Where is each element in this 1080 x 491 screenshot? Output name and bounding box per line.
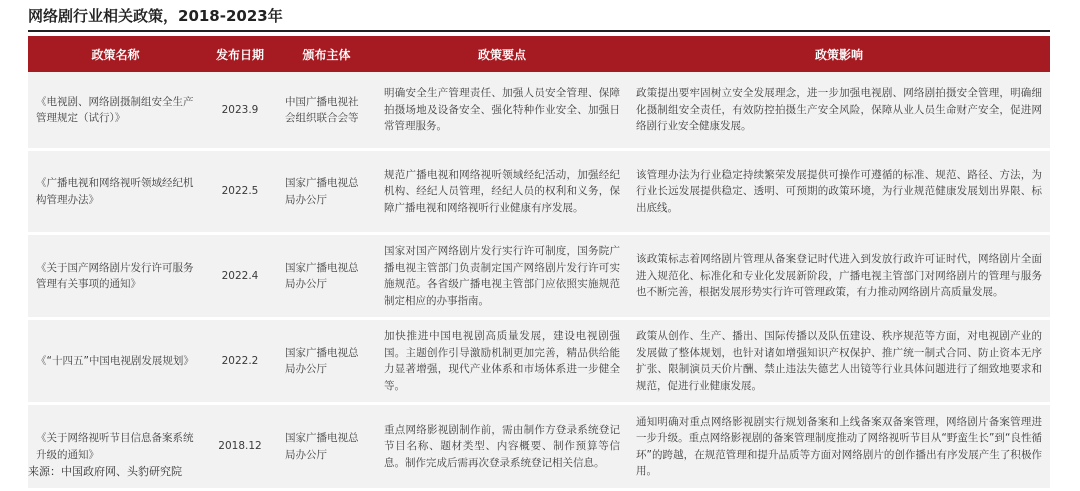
header-policy-name: 政策名称 (28, 36, 203, 72)
key-points-cell: 加快推进中国电视剧高质量发展，建设电视剧强国。主题创作引导激励机制更加完善，精品供给能力显著增强，现代产业体系和市场体系进一步健全等。 (376, 319, 628, 404)
policy-table (28, 36, 1050, 491)
page-title: 网络剧行业相关政策，2018-2023年 (28, 7, 283, 25)
impact-cell: 政策从创作、生产、播出、国际传播以及队伍建设、秩序规范等方面，对电视剧产业的发展做了整体规划，也针对诸如增强知识产权保护、推广统一制式合同、防止资本无序扩张、限制演员天价片酬、禁止违法失德艺人出镜等行业具体问题进行了细致地要求和规范，促进行业健康发展。 (628, 319, 1050, 404)
issuer-cell: 国家广播电视总局办公厅 (277, 319, 376, 404)
impact-cell: 该政策标志着网络剧片管理从备案登记时代进入到发放行政许可证时代，网络剧片全面进入规范化、标准化和专业化发展新阶段，广播电视主管部门对网络剧片的管理与服务也不断完善，根据发展形势实行许可管理政策，有力推动网络剧片高质量发展。 (628, 234, 1050, 319)
policy-name-cell: 《电视剧、网络剧摄制组安全生产管理规定（试行）》 (28, 72, 203, 150)
issuer-cell: 国家广播电视总局办公厅 (277, 234, 376, 319)
table-header-row (28, 36, 1050, 72)
table-row (28, 319, 1050, 404)
header-release-date: 发布日期 (203, 36, 277, 72)
release-date-cell: 2023.9 (203, 72, 277, 150)
issuer-cell: 中国广播电视社会组织联合会等 (277, 72, 376, 150)
release-date-cell: 2018.12 (203, 404, 277, 490)
policy-name-cell: 《关于网络视听节目信息备案系统升级的通知》 (28, 404, 203, 490)
release-date-cell: 2022.4 (203, 234, 277, 319)
title-divider (28, 30, 1050, 32)
release-date-cell: 2022.2 (203, 319, 277, 404)
table-row (28, 234, 1050, 319)
policy-name-cell: 《“十四五”中国电视剧发展规划》 (28, 319, 203, 404)
header-issuer: 颁布主体 (277, 36, 376, 72)
policy-name-cell: 《广播电视和网络视听领域经纪机构管理办法》 (28, 150, 203, 234)
release-date-cell: 2022.5 (203, 150, 277, 234)
table-row (28, 150, 1050, 234)
issuer-cell: 国家广播电视总局办公厅 (277, 150, 376, 234)
issuer-cell: 国家广播电视总局办公厅 (277, 404, 376, 490)
key-points-cell: 明确安全生产管理责任、加强人员安全管理、保障拍摄场地及设备安全、强化特种作业安全、加强日常管理服务。 (376, 72, 628, 150)
header-impact: 政策影响 (628, 36, 1050, 72)
header-key-points: 政策要点 (376, 36, 628, 72)
impact-cell: 通知明确对重点网络影视剧实行规划备案和上线备案双备案管理，网络剧片备案管理进一步升级。重点网络影视剧的备案管理制度推动了网络视听节目从“野蛮生长”到“良性循环”的跨越，在规范管理和提升品质等方面对网络剧片的创作播出有序发展产生了积极作用。 (628, 404, 1050, 490)
impact-cell: 该管理办法为行业稳定持续繁荣发展提供可操作可遵循的标准、规范、路径、方法，为行业长远发展提供稳定、透明、可预期的政策环境，为行业规范健康发展划出界限、标出底线。 (628, 150, 1050, 234)
key-points-cell: 规范广播电视和网络视听领域经纪活动，加强经纪机构、经纪人员管理，经纪人员的权利和义务，保障广播电视和网络视听行业健康有序发展。 (376, 150, 628, 234)
policy-name-cell: 《关于国产网络剧片发行许可服务管理有关事项的通知》 (28, 234, 203, 319)
table-row (28, 72, 1050, 150)
source-note: 来源：中国政府网、头豹研究院 (28, 465, 182, 478)
key-points-cell: 重点网络影视剧制作前，需由制作方登录系统登记节目名称、题材类型、内容概要、制作预算等信息。制作完成后需再次登录系统登记相关信息。 (376, 404, 628, 490)
impact-cell: 政策提出要牢固树立安全发展理念，进一步加强电视剧、网络剧拍摄安全管理，明确细化摄制组安全责任，有效防控拍摄生产安全风险，保障从业人员生命财产安全，促进网络剧行业安全健康发展。 (628, 72, 1050, 150)
key-points-cell: 国家对国产网络剧片发行实行许可制度，国务院广播电视主管部门负责制定国产网络剧片发行许可实施规范。各省级广播电视主管部门应依照实施规范制定相应的办事指南。 (376, 234, 628, 319)
